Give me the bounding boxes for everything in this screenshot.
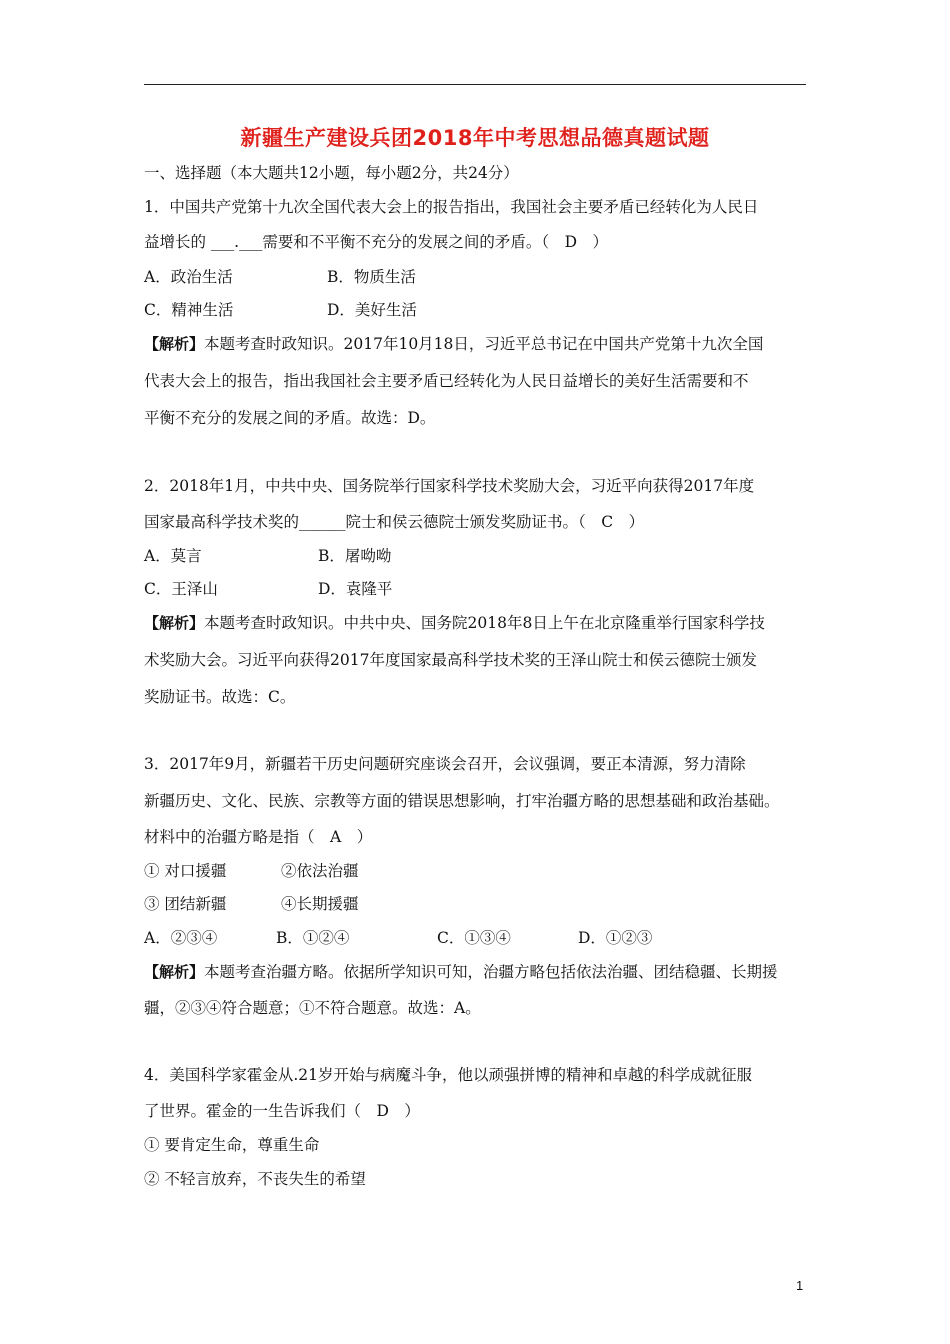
q3-statement-3: ③ 团结新疆 [144,895,227,913]
q2-option-b: B．屠呦呦 [318,547,392,565]
q1-option-b: B．物质生活 [327,268,416,286]
q3-statement-2: ②依法治疆 [281,862,359,880]
q3-option-b: B．①②④ [276,929,350,947]
q3-option-d: D．①②③ [578,929,653,947]
q2-option-d: D．袁隆平 [318,580,393,598]
q1-analysis-line-3: 平衡不充分的发展之间的矛盾。故选：D。 [144,409,436,427]
q4-line-2: 了世界。霍金的一生告诉我们（ D ） [144,1102,420,1120]
q1-analysis-line-1 [144,333,763,355]
q3-line-2: 新疆历史、文化、民族、宗教等方面的错误思想影响，打牢治疆方略的思想基础和政治基础。 [144,792,780,810]
q1-option-a: A．政治生活 [144,268,233,286]
q2-line-2: 国家最高科学技术奖的______院士和侯云德院士颁发奖励证书。（ C ） [144,513,645,531]
q2-analysis-text-1: 本题考查时政知识。中共中央、国务院2018年8日上午在北京隆重举行国家科学技 [204,614,765,632]
q1-line-2: 益增长的 ___.___需要和不平衡不充分的发展之间的矛盾。（ D ） [144,233,609,251]
q3-option-a: A．②③④ [144,929,218,947]
q3-analysis-line-1 [144,961,778,983]
analysis-tag: 【解析】 [144,963,205,981]
q1-option-d: D．美好生活 [327,301,417,319]
q2-analysis-line-2: 术奖励大会。习近平向获得2017年度国家最高科学技术奖的王泽山院士和侯云德院士颁发 [144,651,757,669]
q3-option-c: C．①③④ [437,929,511,947]
page-title: 新疆生产建设兵团2018年中考思想品德真题试题 [240,126,710,150]
q3-line-3: 材料中的治疆方略是指（ A ） [144,828,373,846]
q3-analysis-line-2: 疆，②③④符合题意；①不符合题意。故选：A。 [144,999,481,1017]
section-heading: 一、选择题（本大题共12小题，每小题2分，共24分） [144,164,519,182]
q2-line-1: 2．2018年1月，中共中央、国务院举行国家科学技术奖励大会，习近平向获得2017年度 [144,477,755,495]
q1-option-c: C．精神生活 [144,301,234,319]
q3-statement-1: ① 对口援疆 [144,862,227,880]
q3-line-1: 3．2017年9月，新疆若干历史问题研究座谈会召开，会议强调，要正本清源，努力清除 [144,755,746,773]
page-number: 1 [796,1278,804,1293]
q1-line-1: 1．中国共产党第十九次全国代表大会上的报告指出，我国社会主要矛盾已经转化为人民日 [144,198,759,216]
q2-analysis-line-3: 奖励证书。故选：C。 [144,688,296,706]
analysis-tag: 【解析】 [144,614,205,632]
analysis-tag: 【解析】 [144,335,205,353]
q1-analysis-line-2: 代表大会上的报告，指出我国社会主要矛盾已经转化为人民日益增长的美好生活需要和不 [144,372,749,390]
q4-statement-1: ① 要肯定生命，尊重生命 [144,1136,320,1154]
q4-statement-2: ② 不轻言放弃，不丧失生的希望 [144,1170,366,1188]
header-rule [144,84,806,85]
q3-statement-4: ④长期援疆 [281,895,359,913]
q3-analysis-text-1: 本题考查治疆方略。依据所学知识可知，治疆方略包括依法治疆、团结稳疆、长期援 [204,963,778,981]
q1-analysis-text-1: 本题考查时政知识。2017年10月18日，习近平总书记在中国共产党第十九次全国 [204,335,764,353]
q4-line-1: 4．美国科学家霍金从.21岁开始与病魔斗争，他以顽强拼博的精神和卓越的科学成就征服 [144,1066,753,1084]
q2-option-c: C．王泽山 [144,580,218,598]
q2-option-a: A．莫言 [144,547,202,565]
q2-analysis-line-1 [144,612,765,634]
